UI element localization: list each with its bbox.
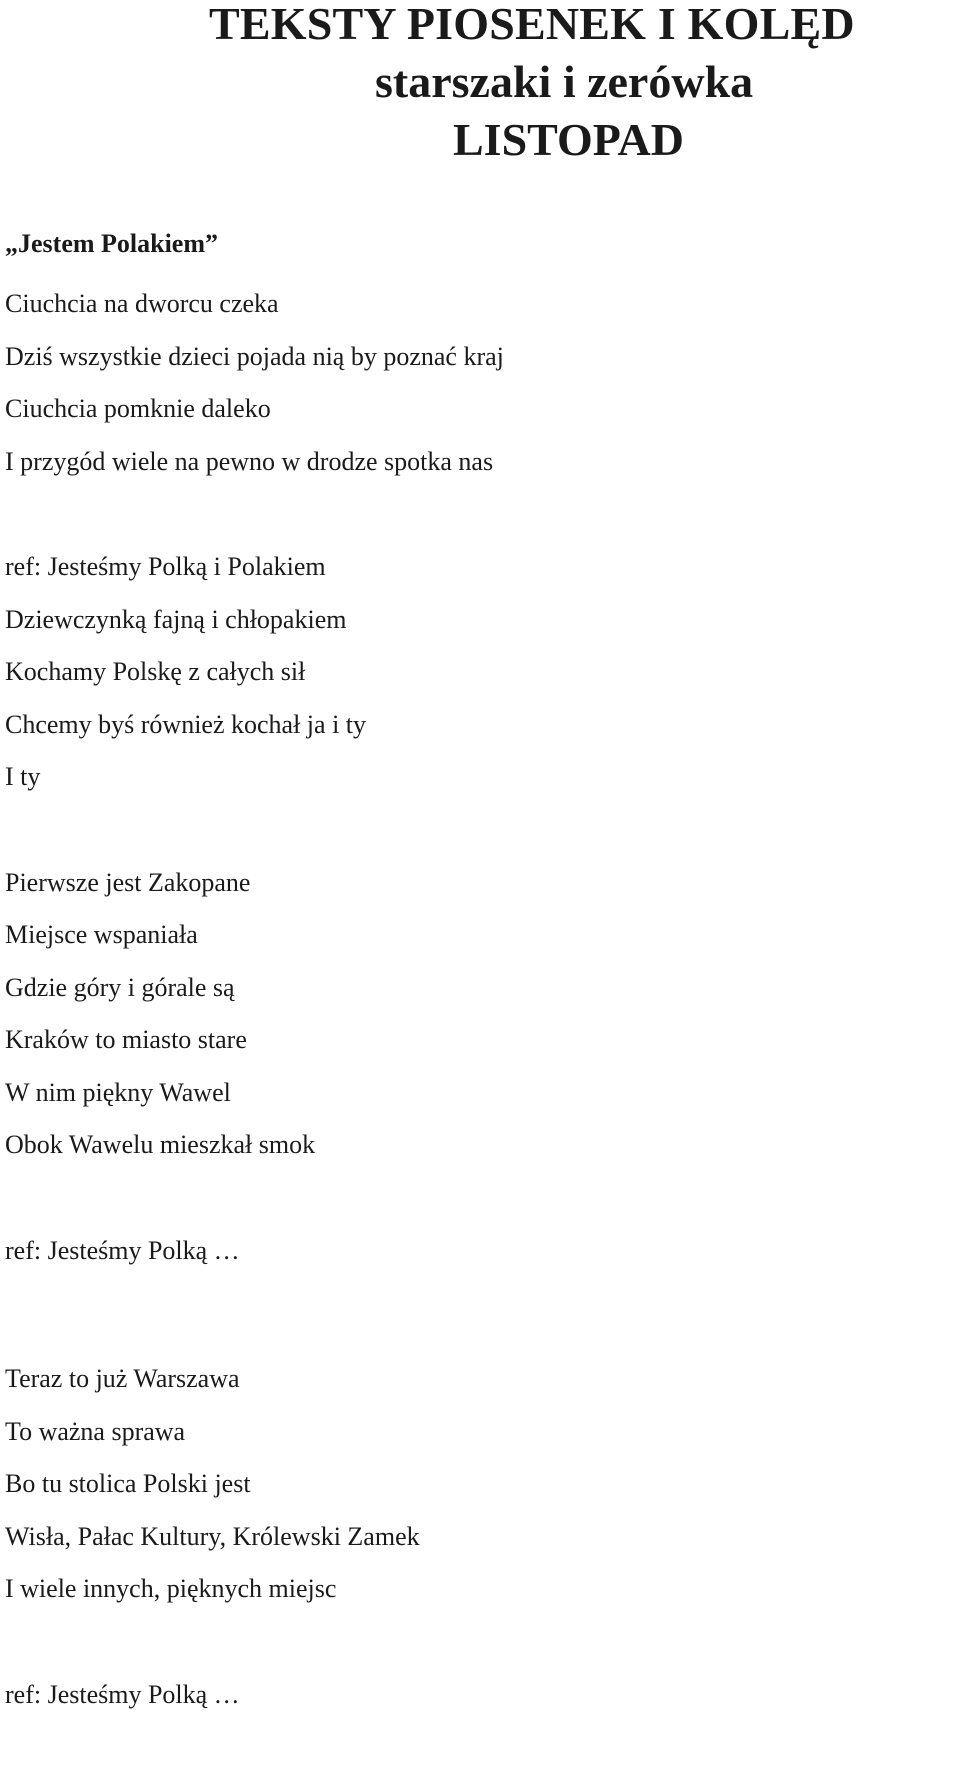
- lyric-line: Chcemy byś również kochał ja i ty: [5, 709, 367, 739]
- stanza-3: [5, 1353, 945, 1616]
- document-title: TEKSTY PIOSENEK I KOLĘD: [209, 0, 855, 49]
- lyric-line: I ty: [5, 762, 41, 791]
- lyric-line: ref: Jesteśmy Polką …: [5, 1235, 240, 1265]
- lyric-line: Wisła, Pałac Kultury, Królewski Zamek: [5, 1521, 420, 1551]
- lyric-line: Miejsce wspaniała: [5, 920, 198, 949]
- stanza-refrain: [5, 541, 945, 804]
- lyric-line: ref: Jesteśmy Polką i Polakiem: [5, 552, 326, 581]
- song-lyrics: [5, 278, 945, 1774]
- lyric-line: Dziewczynką fajną i chłopakiem: [5, 604, 347, 634]
- song-title: „Jestem Polakiem”: [5, 229, 219, 258]
- lyric-line: W nim piękny Wawel: [5, 1077, 231, 1107]
- lyric-line: I wiele innych, pięknych miejsc: [5, 1574, 337, 1603]
- refrain-repeat-2: [5, 1669, 945, 1722]
- lyric-line: Pierwsze jest Zakopane: [5, 867, 251, 897]
- document-subtitle: starszaki i zerówka: [375, 56, 754, 107]
- lyric-line: Dziś wszystkie dzieci pojada nią by poznać kraj: [5, 341, 504, 371]
- lyric-line: Kochamy Polskę z całych sił: [5, 657, 306, 686]
- lyric-line: Bo tu stolica Polski jest: [5, 1469, 251, 1498]
- stanza-1: [5, 278, 945, 488]
- lyric-line: Kraków to miasto stare: [5, 1025, 247, 1054]
- lyric-line: Obok Wawelu mieszkał smok: [5, 1130, 316, 1159]
- refrain-repeat-1: [5, 1225, 945, 1278]
- lyric-line: Ciuchcia na dworcu czeka: [5, 289, 279, 318]
- lyric-line: Teraz to już Warszawa: [5, 1364, 240, 1393]
- stanza-2: [5, 857, 945, 1172]
- lyric-line: To ważna sprawa: [5, 1416, 186, 1446]
- lyric-line: ref: Jesteśmy Polką …: [5, 1679, 240, 1709]
- lyric-line: Ciuchcia pomknie daleko: [5, 394, 271, 423]
- lyric-line: Gdzie góry i górale są: [5, 972, 235, 1002]
- lyric-line: I przygód wiele na pewno w drodze spotka nas: [5, 446, 494, 476]
- document-month: LISTOPAD: [453, 114, 684, 165]
